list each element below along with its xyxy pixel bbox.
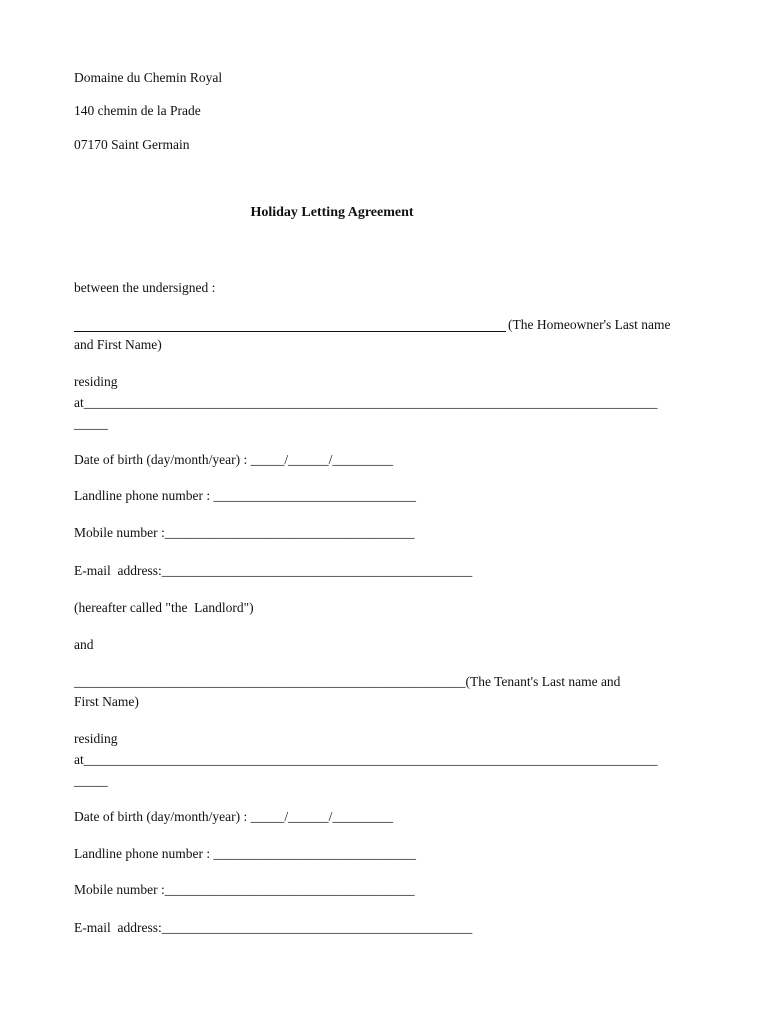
org-name: Domaine du Chemin Royal (74, 70, 223, 85)
landlord-landline-field[interactable]: Landline phone number : ______________________________ (74, 488, 416, 503)
landlord-dob-field[interactable]: Date of birth (day/month/year) : _____/______/_________ (74, 452, 394, 467)
landlord-address-blank-cont[interactable]: _____ (74, 416, 108, 431)
intro-text: between the undersigned : (74, 280, 216, 295)
landlord-name-label: (The Homeowner's Last name (508, 317, 671, 332)
street-address: 140 chemin de la Prade (74, 103, 201, 118)
document-title: Holiday Letting Agreement (250, 205, 414, 220)
tenant-residing-label: residing (74, 731, 118, 746)
tenant-landline-field[interactable]: Landline phone number : ______________________________ (74, 846, 416, 861)
landlord-called-text: (hereafter called "the Landlord") (74, 600, 254, 615)
landlord-mobile-field[interactable]: Mobile number :_____________________________________ (74, 525, 415, 540)
landlord-name-blank[interactable] (74, 331, 506, 332)
landlord-email-field[interactable]: E-mail address:______________________________________________ (74, 563, 473, 578)
tenant-mobile-field[interactable]: Mobile number :_____________________________________ (74, 882, 415, 897)
tenant-name-label-cont: First Name) (74, 694, 139, 709)
landlord-name-label-cont: and First Name) (74, 337, 162, 352)
city-address: 07170 Saint Germain (74, 137, 190, 152)
and-text: and (74, 637, 94, 652)
tenant-address-blank-cont[interactable]: _____ (74, 773, 108, 788)
tenant-dob-field[interactable]: Date of birth (day/month/year) : _____/______/_________ (74, 809, 394, 824)
tenant-name-field[interactable]: __________________________________________________________(The Tenant's Last name and (74, 674, 621, 689)
tenant-address-blank[interactable]: at_____________________________________________________________________________________ (74, 752, 658, 767)
tenant-email-field[interactable]: E-mail address:______________________________________________ (74, 920, 473, 935)
landlord-address-blank[interactable]: at_____________________________________________________________________________________ (74, 395, 658, 410)
landlord-residing-label: residing (74, 374, 118, 389)
